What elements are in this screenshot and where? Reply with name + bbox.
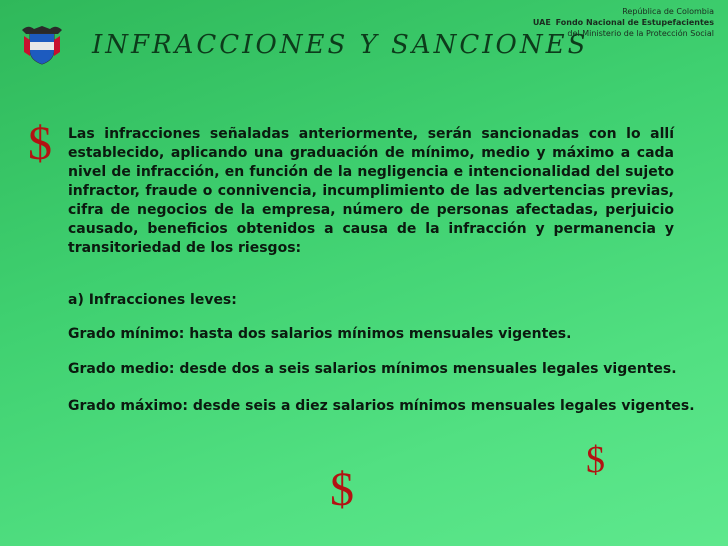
grado-medio: Grado medio: desde dos a seis salarios mínimos mensuales legales vigentes. — [68, 361, 677, 377]
dollar-decoration-icon: $ — [330, 463, 354, 516]
section-title: a) Infracciones leves: — [68, 292, 237, 308]
coat-of-arms-icon — [20, 22, 64, 66]
agency-prefix: UAE — [532, 18, 551, 27]
dollar-bullet-icon: $ — [28, 117, 52, 170]
dollar-decoration-icon: $ — [586, 439, 605, 481]
grado-maximo: Grado máximo: desde seis a diez salarios mínimos mensuales legales vigentes. — [68, 398, 695, 414]
body-paragraph: Las infracciones señaladas anteriormente, serán sancionadas con lo allí establecido, aplicando una graduación de mínimo, medio y máximo a cada nivel de infracción, en función de la negligencia e intencionalidad del sujeto infractor, fraude o connivencia, incumplimiento de las advertencias previas, cifra de negocios de la empresa, número de personas afectadas, perjuicio causado, beneficios obtenidos a causa de la infracción y permanencia y transitoriedad de los riesgos: — [68, 126, 674, 256]
agency-row — [524, 17, 714, 28]
page-title: INFRACCIONES Y SANCIONES — [92, 30, 589, 60]
agency-block — [524, 6, 714, 39]
grado-minimo: Grado mínimo: hasta dos salarios mínimos mensuales vigentes. — [68, 326, 572, 342]
country-label: República de Colombia — [622, 7, 714, 16]
agency-name: Fondo Nacional de Estupefacientes — [555, 18, 714, 27]
agency-subtitle: del Ministerio de la Protección Social — [567, 29, 714, 38]
